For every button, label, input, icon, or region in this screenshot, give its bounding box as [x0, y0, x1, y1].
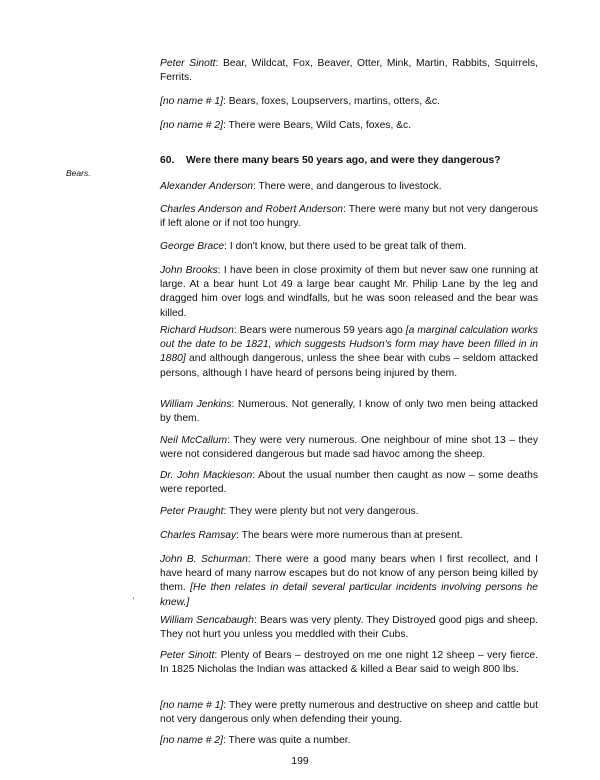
question-heading: 60. Were there many bears 50 years ago, and were they dangerous? [160, 155, 501, 166]
margin-note: Bears. [66, 168, 91, 178]
editorial-note: [He then relates in detail several particular incidents involving persons he knew.] [160, 582, 538, 608]
answer-alexander-anderson: Alexander Anderson: There were, and dangerous to livestock. [160, 181, 442, 192]
entry-no-name-2-top: [no name # 2]: There were Bears, Wild Cats, foxes, &c. [160, 120, 412, 131]
editorial-note: [a marginal calculation works out the date to be 1821, which suggests Hudson's form may have been filled in in 1880] [160, 325, 538, 365]
answer-charles-ramsay: Charles Ramsay: The bears were more numerous than at present. [160, 530, 463, 541]
answer-william-sencabaugh: William Sencabaugh: Bears was very plenty. They Distroyed good pigs and sheep. They not hurt you unless you meddled with their Cubs. [160, 615, 538, 641]
answer-george-brace: George Brace: I don't know, but there used to be great talk of them. [160, 241, 467, 252]
answer-neil-mccallum: Neil McCallum: They were very numerous. One neighbour of mine shot 13 – they were not considered dangerous but made sad havoc among the sheep. [160, 435, 538, 461]
answer-john-b-schurman: John B. Schurman: There were a good many bears when I first recollect, and I have heard of many narrow escapes but do not know of any person being killed by them. [He then relates in detail several particular incidents involving persons he knew.] [160, 554, 538, 608]
answer-no-name-1: [no name # 1]: They were pretty numerous and destructive on sheep and cattle but not very dangerous only when defending their young. [160, 700, 538, 726]
answer-john-brooks: John Brooks: I have been in close proximity of them but never saw one running at large. At a bear hunt Lot 49 a large bear caught Mr. Philip Lane by the leg and dragged him over logs and windfalls, but he was soon released and the bear was killed. [160, 265, 538, 319]
scan-speck [133, 597, 134, 599]
page-number: 199 [291, 755, 309, 767]
answer-peter-sinott: Peter Sinott: Plenty of Bears – destroyed on me one night 12 sheep – very fierce. In 1825 Nicholas the Indian was attacked & killed a Bear said to weigh 800 lbs. [160, 650, 538, 676]
answer-william-jenkins: William Jenkins: Numerous. Not generally, I know of only two men being attacked by them. [160, 399, 538, 425]
entry-no-name-1-top: [no name # 1]: Bears, foxes, Loupservers, martins, otters, &c. [160, 96, 440, 107]
answer-charles-robert-anderson: Charles Anderson and Robert Anderson: There were many but not very dangerous if left alone or if not too hungry. [160, 204, 539, 230]
entry-peter-sinott-top: Peter Sinott: Bear, Wildcat, Fox, Beaver, Otter, Mink, Martin, Rabbits, Squirrels, Ferrits. [160, 58, 538, 84]
answer-peter-praught: Peter Praught: They were plenty but not very dangerous. [160, 506, 419, 517]
answer-richard-hudson: Richard Hudson: Bears were numerous 59 years ago [a marginal calculation works out the date to be 1821, which suggests Hudson's form may have been filled in in 1880] and although dangerous, unless the shee bear with cubs – seldom attacked persons, although I have heard of persons being injured by them. [160, 325, 538, 379]
answer-john-mackieson: Dr. John Mackieson: About the usual number then caught as now – some deaths were reported. [160, 470, 538, 496]
answer-no-name-2: [no name # 2]: There was quite a number. [160, 735, 351, 746]
